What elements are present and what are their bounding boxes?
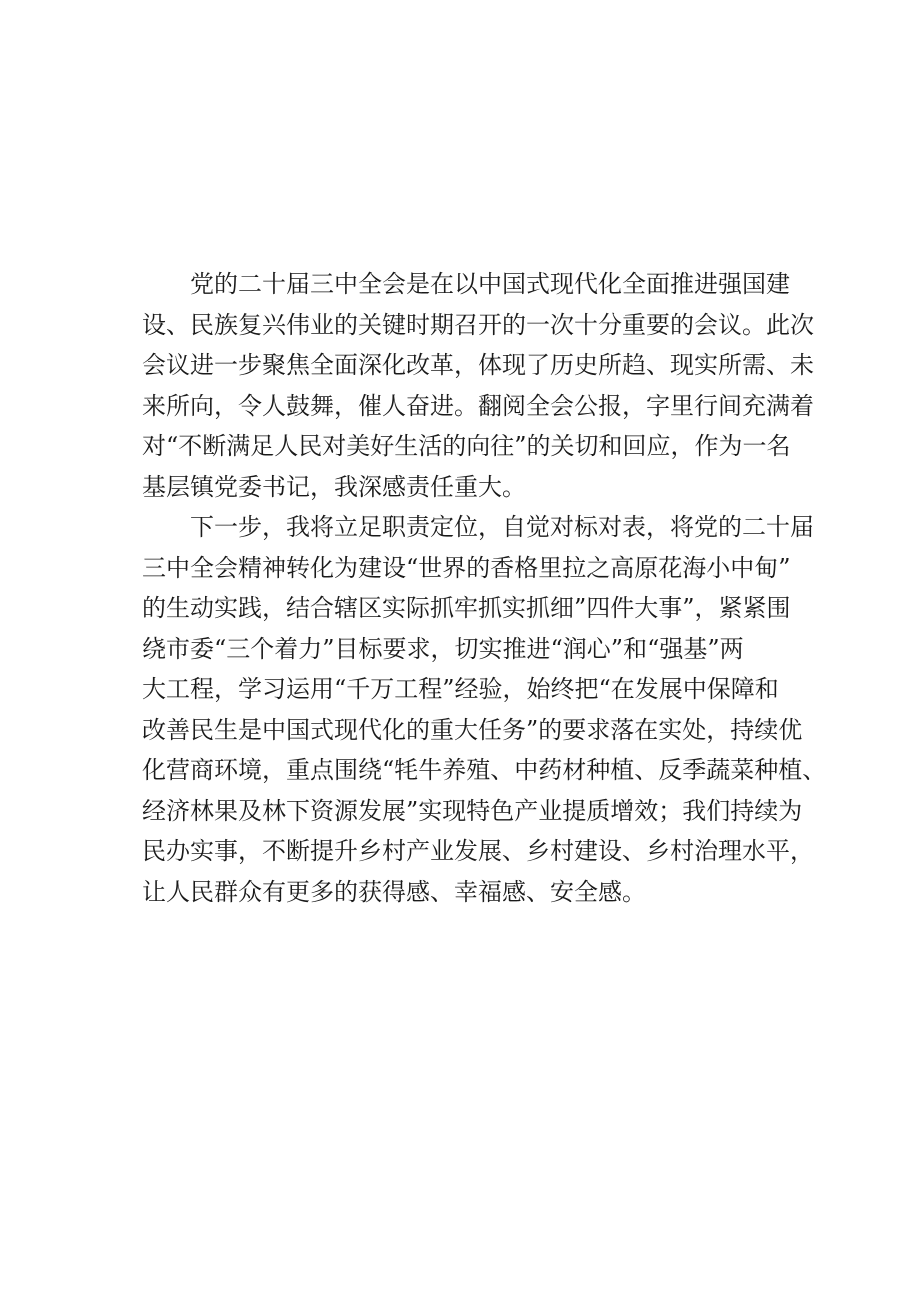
text-line: 化营商环境，重点围绕“牦牛养殖、中药材种植、反季蔬菜种植、 xyxy=(142,756,827,784)
text-line: 党的二十届三中全会是在以中国式现代化全面推进强国建 xyxy=(190,270,790,298)
text-line: 改善民生是中国式现代化的重大任务”的要求落在实处，持续优 xyxy=(142,715,803,744)
text-line: 让人民群众有更多的获得感、幸福感、安全感。 xyxy=(142,877,646,906)
text-line: 基层镇党委书记，我深感责任重大。 xyxy=(142,472,526,501)
text-line: 大工程，学习运用“千万工程”经验，始终把“在发展中保障和 xyxy=(142,675,779,703)
paragraph-2 xyxy=(142,507,827,912)
paragraph-1 xyxy=(142,264,822,507)
text-line: 会议进一步聚焦全面深化改革，体现了历史所趋、现实所需、未 xyxy=(142,351,814,379)
document-body xyxy=(142,264,827,912)
text-line: 三中全会精神转化为建设“世界的香格里拉之高原花海小中甸” xyxy=(142,553,791,582)
text-line: 经济林果及林下资源发展”实现特色产业提质增效；我们持续为 xyxy=(142,796,803,825)
text-line: 民办实事，不断提升乡村产业发展、乡村建设、乡村治理水平， xyxy=(142,837,814,865)
text-line: 下一步，我将立足职责定位，自觉对标对表，将党的二十届 xyxy=(190,513,814,541)
text-line: 设、民族复兴伟业的关键时期召开的一次十分重要的会议。此次 xyxy=(142,310,814,339)
text-line: 绕市委“三个着力”目标要求，切实推进“润心”和“强基”两 xyxy=(142,634,744,663)
text-line: 来所向，令人鼓舞，催人奋进。翻阅全会公报，字里行间充满着 xyxy=(142,391,814,420)
text-line: 的生动实践，结合辖区实际抓牢抓实抓细”四件大事”，紧紧围 xyxy=(142,594,791,622)
text-line: 对“不断满足人民对美好生活的向往”的关切和回应，作为一名 xyxy=(142,432,791,460)
